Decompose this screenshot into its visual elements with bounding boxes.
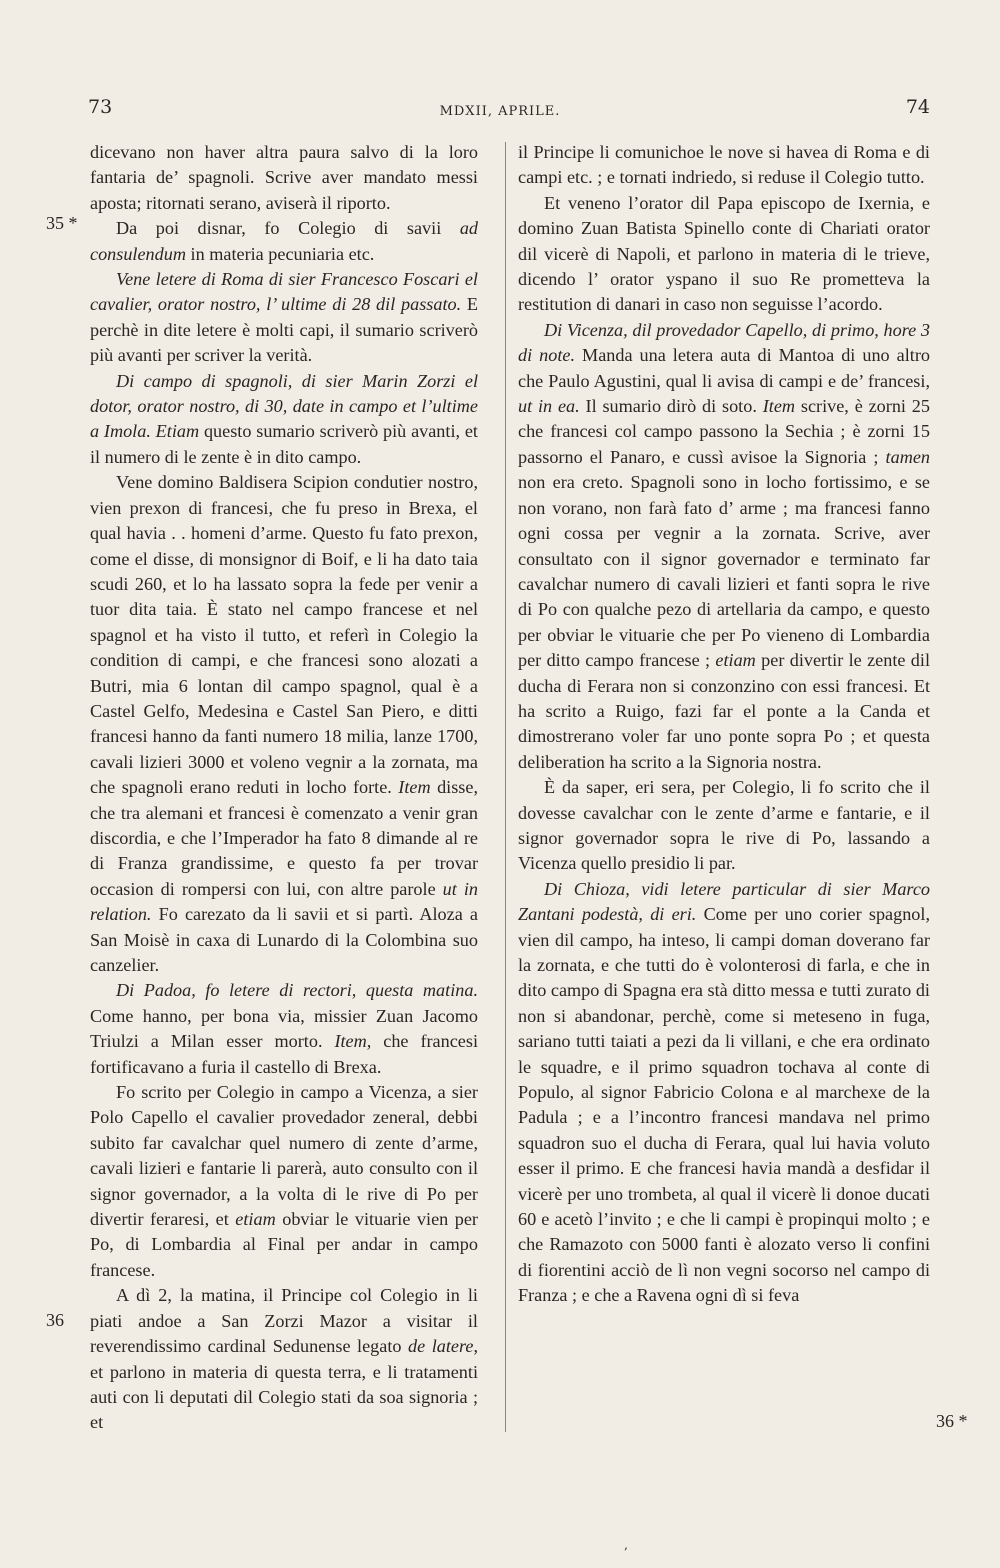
paragraph: Di Padoa, fo letere di rectori, questa matina. Come hanno, per bona via, missier Zuan Jacomo Triulzi a Milan esser morto. Item, che francesi fortificavano a furia il castello di Brexa.	[90, 980, 478, 1077]
footer-mark: ‚	[624, 1538, 628, 1552]
column-divider	[505, 142, 506, 1432]
right-text-column	[518, 140, 930, 1309]
margin-mark-35star: 35 *	[46, 213, 78, 233]
paragraph: Fo scrito per Colegio in campo a Vicenza, a sier Polo Capello el cavalier provedador zeneral, debbi subito far cavalchar quel numero di zente d’arme, cavali lizieri e fantarie li parerà, auto consulto con il signor governador, a la volta di le rive di Po per divertir feraresi, et etiam obviar le vituarie vien per Po, di Lombardia al Final per andar in campo francese.	[90, 1082, 478, 1280]
paragraph: Et veneno l’orator dil Papa episcopo de Ixernia, e domino Zuan Batista Spinello conte di Chariati orator dil vicerè di Napoli, et parlono in materia di le trieve, dicendo l’ orator yspano il suo Re prometteva la restitution di danari in caso non seguisse l’acordo.	[518, 192, 930, 315]
paragraph: Vene domino Baldisera Scipion condutier nostro, vien prexon di francesi, che fu preso in Brexa, el qual havia . . homeni d’arme. Questo fu fato prexon, come el disse, di monsignor di Boif, e li ha dato taia scudi 260, et lo ha lassato sopra la fede per venir a tuor dita taia. È stato nel campo francese et nel spagnol et ha visto il tutto, et referì in Colegio la condition di campi, e che francesi sono alozati a Butri, mia 6 lontan dil campo spagnol, qual è a Castel Gelfo, Medesina e Castel San Piero, e ditti francesi hanno da fanti numero 18 milia, lanze 1700, cavali lizieri 3000 et voleno vegnir a la zornata, ma che spagnoli erano reduti in locho forte. Item disse, che tra alemani et francesi è comenzato a venir gran discordia, e che l’Imperador ha fato 8 dimande al re di Franza grandissime, e questo fa per trovar occasion di rompersi con lui, con altre parole ut in relation. Fo carezato da li savii et si partì. Aloza a San Moisè in caxa di Lunardo di la Colombina suo canzelier.	[90, 472, 478, 975]
paragraph: Vene letere di Roma di sier Francesco Foscari el cavalier, orator nostro, l’ ultime di 28 dil passato. E perchè in dite letere è molti capi, il sumario scriverò più avanti per scriver la verità.	[90, 269, 478, 366]
paragraph: Di campo di spagnoli, di sier Marin Zorzi el dotor, orator nostro, di 30, date in campo et l’ultime a Imola. Etiam questo sumario scriverò più avanti, et il numero di le zente è in dito campo.	[90, 370, 478, 467]
paragraph: dicevano non haver altra paura salvo di la loro fantaria de’ spagnoli. Scrive aver mandato messi aposta; ritornati serano, aviserà il riporto.	[90, 142, 478, 213]
paragraph: Di Chioza, vidi letere particular di sier Marco Zantani podestà, di eri. Come per uno corier spagnol, vien dil campo, ha inteso, li campi doman doverano far la zornata, e che tutti do è volonterosi di farla, e che in dito campo di Spagna era stà ditto messa e tutti zurato di non si abandonar, perchè, come si meteseno in fuga, sariano tutti taiati a pezi da li villani, e che era ordinato le squadre, e il primo squadron tochava al conte di Populo, al signor Fabricio Colona e al marchexe de la Padula ; e a l’incontro francesi mandava nel primo squadron suo el ducha di Ferara, qual lui havia voluto esser il primo. E che francesi havia mandà a desfidar il vicerè per uno trombeta, al qual il vicerè li donoe ducati 60 e acetò l’invito ; e che li campi è propinqui molto ; e che Ramazoto con 5000 fanti è alozato verso li confini di fiorentini acciò de lì non vegni socorso nel campo di Franza ; e che a Ravena ogni dì si feva	[518, 878, 930, 1306]
margin-mark-36: 36	[46, 1310, 64, 1330]
paragraph: Di Vicenza, dil provedador Capello, di primo, hore 3 di note. Manda una letera auta di Mantoa di uno altro che Paulo Agustini, qual li avisa di campi e de’ francesi, ut in ea. Il sumario dirò di soto. Item scrive, è zorni 25 che francesi col campo passono la Sechia ; è zorni 15 passorno el Panaro, e cussì avisoe la Signoria ; tamen non era creto. Spagnoli sono in locho fortissimo, e se non vorano, non farà fato d’ arme ; ma francesi fanno ogni cossa per vegnir a la zornata. Scrive, aver consultato con il signor governador e terminato far cavalchar numero di cavali lizieri et fanti sopra le rive di Po con qualche pezo di artellaria da campo, e questo per obviar le vituarie che per Po vieneno di Lombardia per ditto campo francese ; etiam per divertir le zente dil ducha di Ferara non si conzonzino con essi francesi. Et ha scrito a Ruigo, fazi far el ponte a la Canda et dimostrerano voler far uno ponte sopra Po ; et questa deliberation ha scrito a la Signoria nostra.	[518, 319, 930, 772]
margin-mark-36star: 36 *	[936, 1411, 968, 1431]
running-title: MDXII, APRILE.	[439, 104, 561, 119]
paragraph: È da saper, eri sera, per Colegio, li fo scrito che il dovesse cavalchar con le zente d’arme e fantarie, e il signor governador sopra le rive di Po, lassando a Vicenza quello presidio li par.	[518, 777, 930, 874]
paragraph: Da poi disnar, fo Colegio di savii ad consulendum in materia pecuniaria etc.	[90, 218, 478, 264]
left-text-column	[90, 140, 478, 1436]
paragraph: A dì 2, la matina, il Principe col Colegio in li piati andoe a San Zorzi Mazor a visitar il reverendissimo cardinal Sedunense legato de latere, et parlono in materia di questa terra, e li tratamenti auti con li deputati dil Colegio stati da soa signoria ; et	[90, 1285, 479, 1433]
page-number-right: 74	[905, 96, 930, 118]
page-number-left: 73	[88, 96, 113, 118]
paragraph: il Principe li comunichoe le nove si havea di Roma e di campi etc. ; e tornati indriedo, si reduse il Colegio tutto.	[518, 142, 930, 188]
